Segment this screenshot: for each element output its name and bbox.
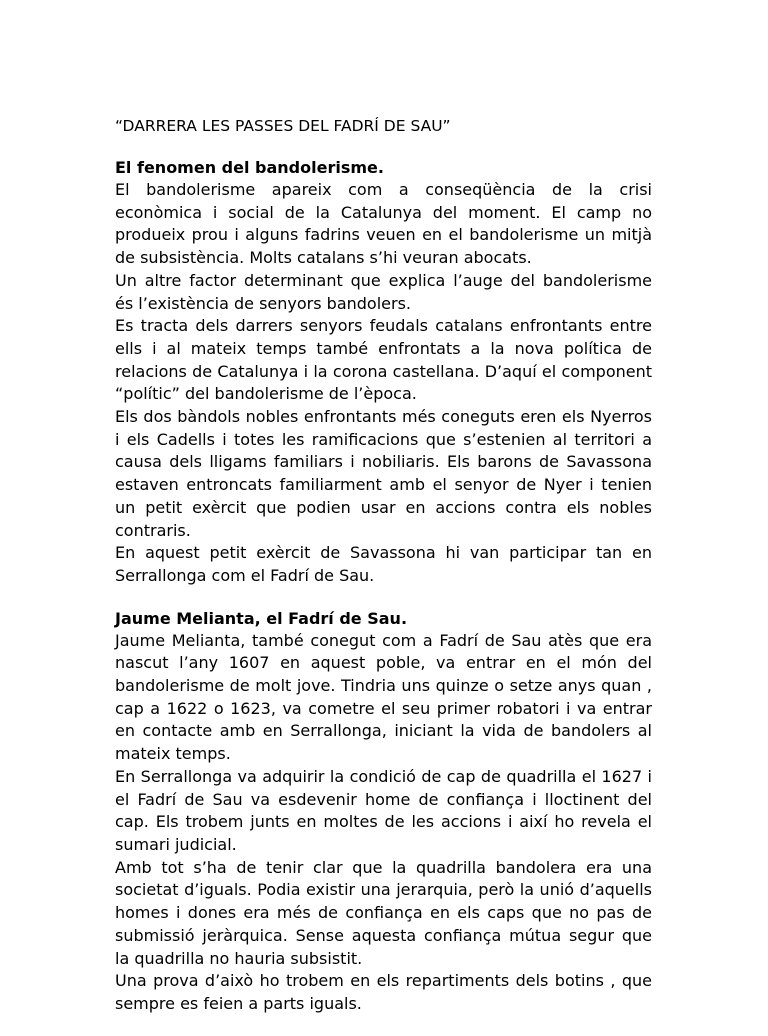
section-heading: Jaume Melianta, el Fadrí de Sau. [115, 608, 408, 628]
paragraph: En Serrallonga va adquirir la condició de cap de quadrilla el 1627 i el Fadrí de Sau va esdevenir home de confiança i lloctinent del cap. Els trobem junts en moltes de les accions i així ho revela el sumari judicial. [115, 766, 652, 854]
paragraph: Amb tot s’ha de tenir clar que la quadrilla bandolera era una societat d’iguals. Podia existir una jerarquia, però la unió d’aquells homes i dones era més de confiança en els caps que no pas de submissió jeràrquica. Sense aquesta confiança mútua segur que la quadrilla no hauria subsistit. [115, 857, 652, 968]
section-fadri-de-sau [115, 608, 652, 1016]
section-bandolerisme [115, 157, 652, 588]
section-heading: El fenomen del bandolerisme. [115, 158, 384, 177]
paragraph: Un altre factor determinant que explica l’auge del bandolerisme és l’existència de senyors bandolers. [115, 270, 652, 313]
paragraph: Una prova d’això ho trobem en els repartiments dels botins , que sempre es feien a parts iguals. [115, 971, 652, 1013]
paragraph: Es tracta dels darrers senyors feudals catalans enfrontants entre ells i al mateix temps també enfrontats a la nova política de relacions de Catalunya i la corona castellana. D’aquí el component “polític” del bandolerisme de l’època. [115, 316, 652, 404]
paragraph: El bandolerisme apareix com a conseqüència de la crisi econòmica i social de la Catalunya del moment. El camp no produeix prou i alguns fadrins veuen en el bandolerisme un mitjà de subsistència. Molts catalans s’hi veuran abocats. [115, 180, 652, 268]
paragraph: Els dos bàndols nobles enfrontants més coneguts eren els Nyerros i els Cadells i totes les ramificacions que s’estenien al territori a causa dels lligams familiars i nobiliaris. Els barons de Savassona estaven entroncats familiarment amb el senyor de Nyer i tenien un petit exèrcit que podien usar en accions contra els nobles contraris. [115, 407, 652, 540]
document-page [115, 115, 652, 1036]
paragraph: En aquest petit exèrcit de Savassona hi van participar tan en Serrallonga com el Fadrí de Sau. [115, 543, 652, 585]
document-title: “DARRERA LES PASSES DEL FADRÍ DE SAU” [115, 117, 451, 135]
paragraph: Jaume Melianta, també conegut com a Fadrí de Sau atès que era nascut l’any 1607 en aquest poble, va entrar en el món del bandolerisme de molt jove. Tindria uns quinze o setze anys quan , cap a 1622 o 1623, va cometre el seu primer robatori i va entrar en contacte amb en Serrallonga, iniciant la vida de bandolers al mateix temps. [115, 630, 652, 764]
